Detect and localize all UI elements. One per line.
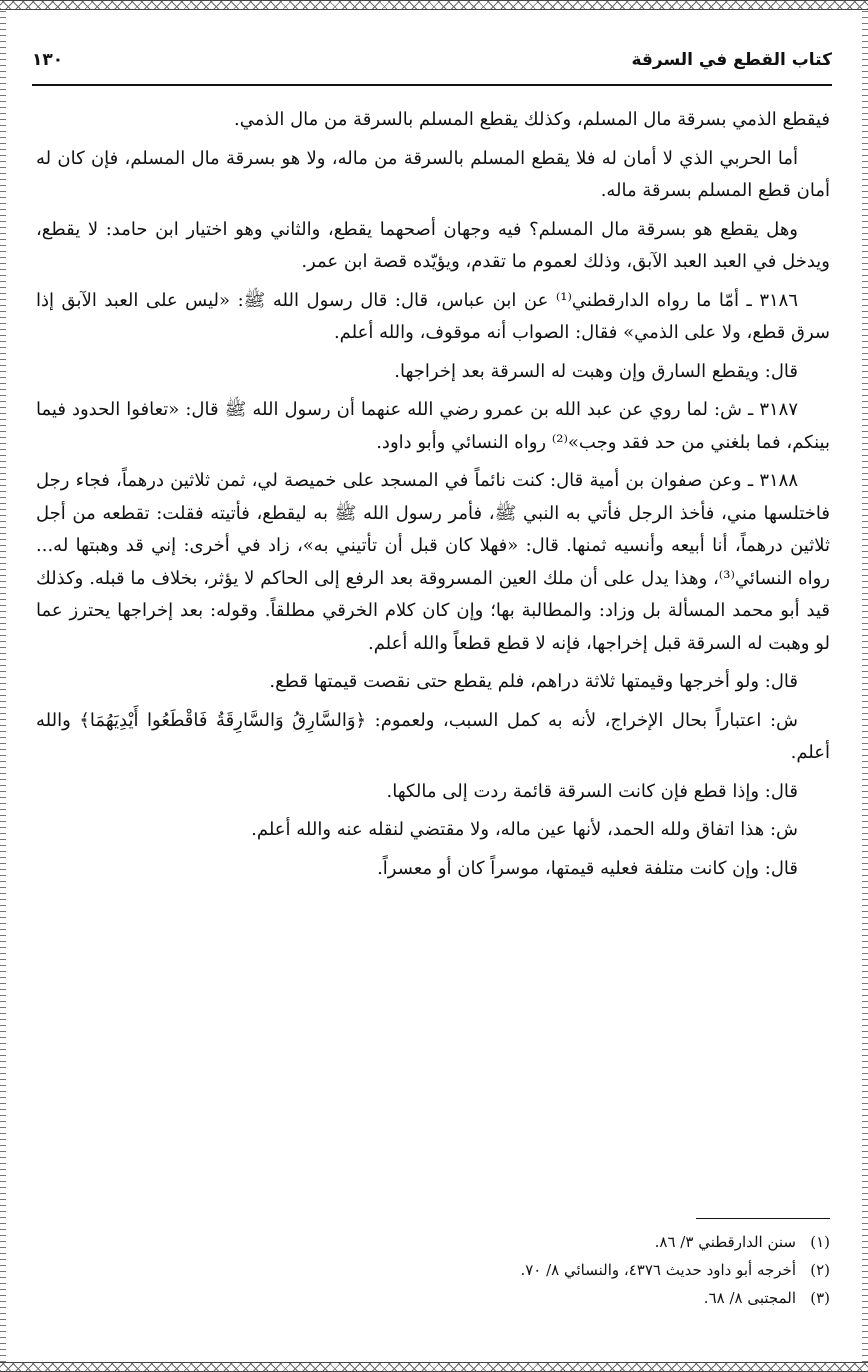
commentary-paragraph: ش: اعتباراً بحال الإخراج، لأنه به كمل السبب، ولعموم: ﴿وَالسَّارِقُ وَالسَّارِقَةُ فَاقْطَعُوا أَيْدِيَهُمَا﴾ والله أعلم. (36, 709, 830, 763)
commentary-paragraph: ش: هذا اتفاق ولله الحمد، لأنها عين ماله، ولا مقتضي لنقله عنه والله أعلم. (251, 819, 798, 840)
page-header (32, 44, 832, 86)
hadith-paragraph: ٣١٨٦ ـ أمّا ما رواه الدارقطني⁽¹⁾ عن ابن عباس، قال: قال رسول الله ﷺ: «ليس على العبد الآبق إذا سرق قطع، ولا على الذمي» فقال: الصواب أنه موقوف، والله أعلم. (36, 289, 830, 343)
main-text (36, 104, 830, 891)
paragraph: فيقطع الذمي بسرقة مال المسلم، وكذلك يقطع المسلم بالسرقة من مال الذمي. (234, 109, 830, 130)
footnote (36, 1284, 830, 1312)
bottom-ornamental-border (0, 1362, 868, 1372)
top-ornamental-border (0, 0, 868, 10)
text-statement: قال: وإن كانت متلفة فعليه قيمتها، موسراً كان أو معسراً. (377, 857, 798, 879)
footnote-text: أخرجه أبو داود حديث ٤٣٧٦، والنسائي ٨/ ٧٠. (520, 1261, 796, 1279)
footnote-mark: (١) (810, 1233, 830, 1251)
paragraph: وهل يقطع هو بسرقة مال المسلم؟ فيه وجهان أصحهما يقطع، والثاني وهو اختيار ابن حامد: لا يقطع، ويدخل في العبد العبد الآبق، وذلك لعموم ما تقدم، ويؤيّده قصة ابن عمر. (36, 218, 830, 272)
footnote (36, 1256, 830, 1284)
footnote-mark: (٢) (810, 1261, 830, 1279)
footnote-text: المجتبى ٨/ ٦٨. (703, 1289, 796, 1307)
text-statement: قال: وإذا قطع فإن كانت السرقة قائمة ردت إلى مالكها. (386, 780, 798, 802)
hadith-paragraph: ٣١٨٧ ـ ش: لما روي عن عبد الله بن عمرو رضي الله عنهما أن رسول الله ﷺ قال: «تعافوا الحدود فيما بينكم، فما بلغني من حد فقد وجب»⁽²⁾ رواه النسائي وأبو داود. (36, 399, 830, 453)
footnote-text: سنن الدارقطني ٣/ ٨٦. (654, 1233, 796, 1251)
hadith-paragraph: ٣١٨٨ ـ وعن صفوان بن أمية قال: كنت نائماً في المسجد على خميصة لي، ثمن ثلاثين درهماً، فجاء رجل فاختلسها مني، فأخذ الرجل فأتي به النبي ﷺ، فأمر رسول الله ﷺ به ليقطع، فأتيته فقلت: تقطعه من أجل ثلاثين درهماً، أنا أبيعه وأنسيه ثمنها. قال: «فهلا كان قبل أن تأتيني به»، زاد في أخرى: إني قد وهبتها له... رواه النسائي⁽³⁾، وهذا يدل على أن ملك العين المسروقة بعد الرفع إلى الحاكم لا يؤثر، بخلاف ما قبله. وكذلك قيد أبو محمد المسألة بل وزاد: والمطالبة بها؛ وإن كان كلام الخرقي مطلقاً. وقوله: بعد إخراجها يحترز عما لو وهبت له السرقة قبل إخراجها، فإنه لا قطع قطعاً والله أعلم. (36, 470, 831, 654)
running-title: كتاب القطع في السرقة (631, 50, 832, 70)
footnote-divider (696, 1218, 830, 1219)
footnotes (36, 1228, 830, 1312)
text-statement: قال: ويقطع السارق وإن وهبت له السرقة بعد إخراجها. (394, 360, 798, 382)
text-statement: قال: ولو أخرجها وقيمتها ثلاثة دراهم، فلم يقطع حتى نقصت قيمتها قطع. (269, 671, 798, 692)
page-number: ١٣٠ (32, 50, 64, 70)
right-ornamental-border (862, 10, 868, 1362)
left-ornamental-border (0, 10, 6, 1362)
footnote-mark: (٣) (810, 1289, 830, 1307)
paragraph: أما الحربي الذي لا أمان له فلا يقطع المسلم بالسرقة من ماله، ولا هو بسرقة مال المسلم، فإن كان له أمان قطع المسلم بسرقة ماله. (36, 147, 830, 201)
footnote (36, 1228, 830, 1256)
